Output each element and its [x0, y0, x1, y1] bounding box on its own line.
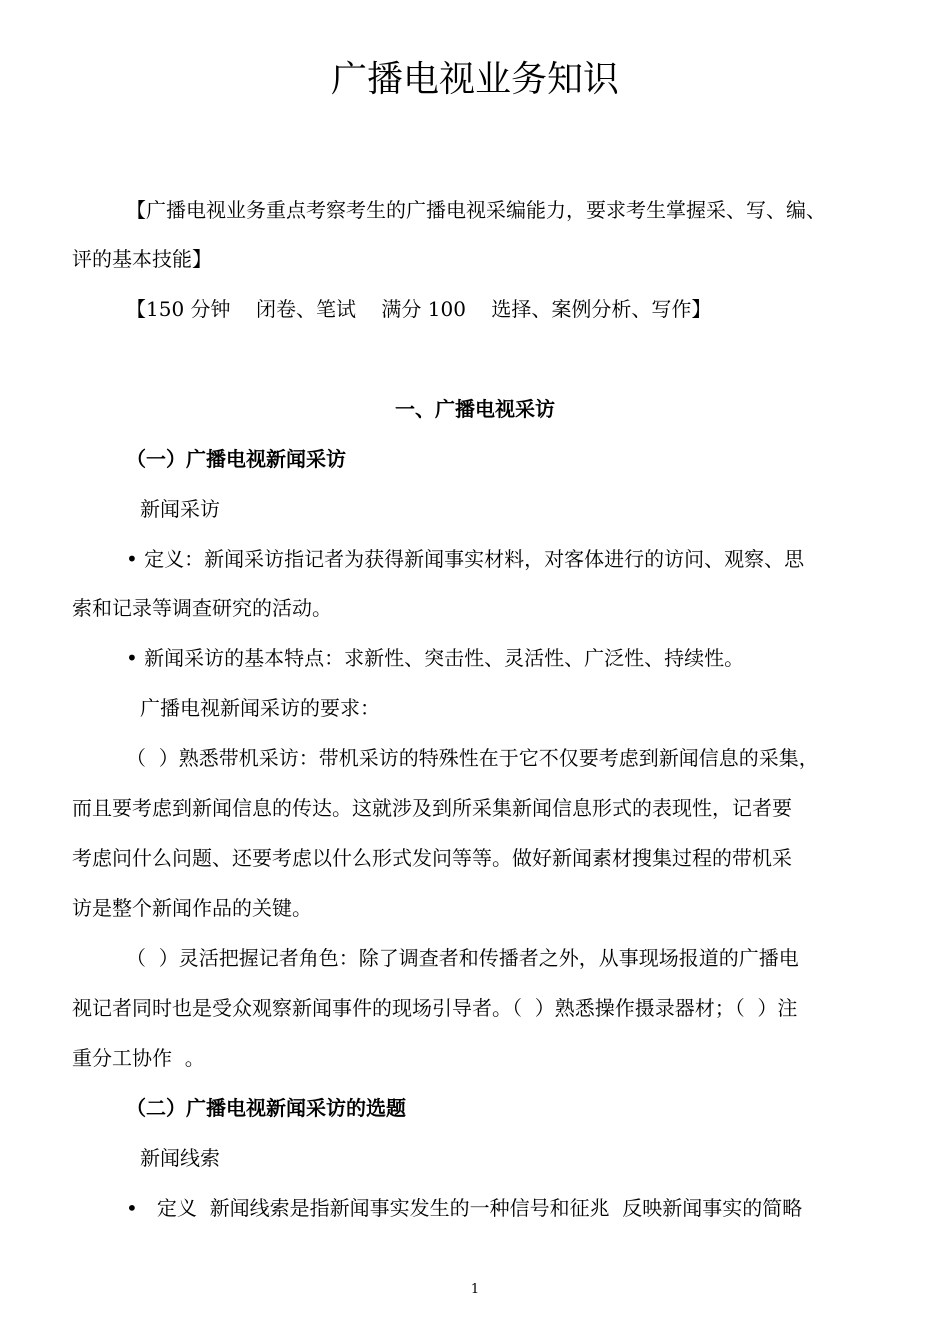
definition-line-1: [126, 547, 804, 571]
requirement-1-line-4: 访是整个新闻作品的关键。: [72, 896, 312, 920]
clue-text: 新闻线索是指新闻事实发生的一种信号和征兆 反映新闻事实的简略: [209, 1196, 803, 1220]
document-title: 广播电视业务知识: [330, 59, 619, 100]
intro-line-1: 【广播电视业务重点考察考生的广播电视采编能力，要求考生掌握采、写、编、: [126, 198, 826, 222]
requirement-1-line-3: 考虑问什么问题、还要考虑以什么形式发问等等。做好新闻素材搜集过程的带机采: [72, 846, 792, 870]
section-1-heading: 一、广播电视采访: [395, 397, 555, 421]
requirements-heading: 广播电视新闻采访的要求：: [140, 696, 380, 720]
subsection-2-heading: （二）广播电视新闻采访的选题: [126, 1096, 406, 1120]
subsection-1-heading: （一）广播电视新闻采访: [126, 447, 346, 471]
topic-news-clue: 新闻线索: [140, 1146, 220, 1170]
topic-news-interview: 新闻采访: [140, 497, 220, 521]
features-line: [126, 646, 744, 670]
clue-label: 定义: [156, 1196, 197, 1220]
exam-info: 【150 分钟 闭卷、笔试 满分 100 选择、案例分析、写作】: [126, 297, 712, 321]
requirement-1-line-2: 而且要考虑到新闻信息的传达。这就涉及到所采集新闻信息形式的表现性，记者要: [72, 796, 792, 820]
clue-bullet: •: [126, 1196, 138, 1220]
requirement-2-line-3: 重分工协作 。: [72, 1046, 205, 1070]
clue-definition-line: [126, 1196, 802, 1220]
features-label: • 新闻采访的基本特点: [126, 646, 325, 670]
requirement-1-line-1: （ ）熟悉带机采访：带机采访的特殊性在于它不仅要考虑到新闻信息的采集，: [126, 746, 819, 770]
definition-text: ：新闻采访指记者为获得新闻事实材料，对客体进行的访问、观察、思: [184, 547, 805, 571]
definition-line-2: 索和记录等调查研究的活动。: [72, 596, 332, 620]
definition-label: • 定义: [126, 547, 185, 571]
page-number: 1: [470, 1282, 480, 1297]
requirement-2-line-1: （ ）灵活把握记者角色：除了调查者和传播者之外，从事现场报道的广播电: [126, 946, 799, 970]
requirement-2-line-2: 视记者同时也是受众观察新闻事件的现场引导者。（ ）熟悉操作摄录器材；（ ）注: [72, 996, 798, 1020]
features-text: ：求新性、突击性、灵活性、广泛性、持续性。: [324, 646, 745, 670]
intro-line-2: 评的基本技能】: [72, 247, 212, 271]
